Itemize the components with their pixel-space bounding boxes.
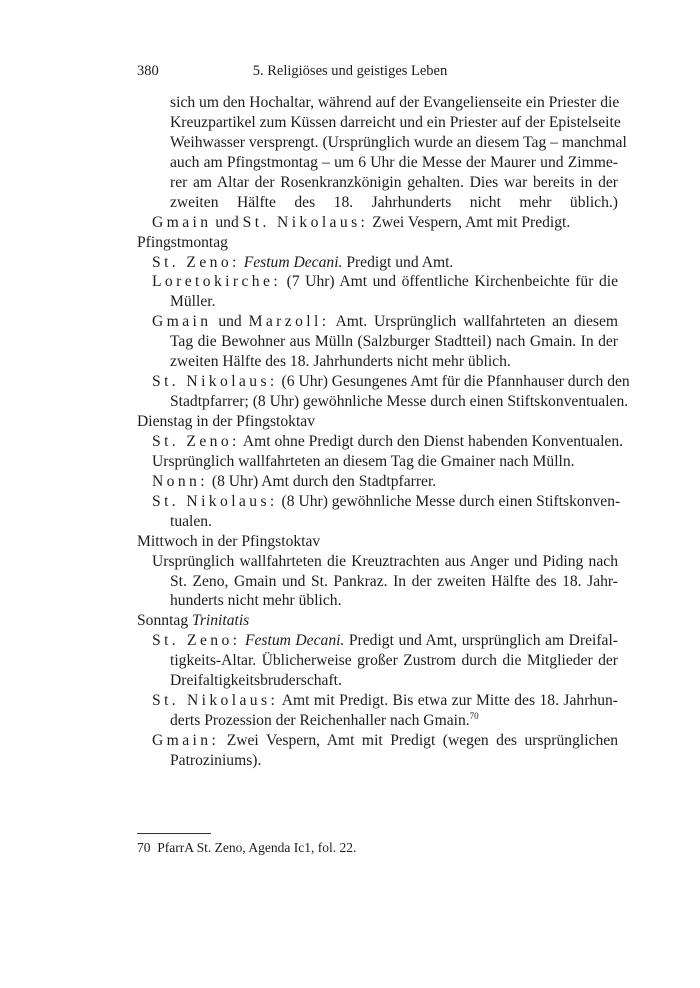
text-run: Weihwasser versprengt. (Ursprünglich wurde an diesem Tag – manchmal [170, 133, 627, 151]
footnote-text: PfarrA St. Zeno, Agenda Ic1, fol. 22. [157, 840, 357, 855]
text-run: auch am Pfingstmontag – um 6 Uhr die Messe der Maurer und Zimme- [170, 153, 618, 171]
text-run: Amt. Ursprünglich wallfahrteten an diesem [329, 313, 618, 331]
text-line [137, 611, 618, 631]
text-run: sich um den Hochaltar, während auf der Evangelienseite ein Priester die [170, 94, 620, 111]
text-run: Tag die Bewohner aus Mülln (Salzburger Stadtteil) nach Gmain. In der [170, 333, 618, 351]
italic-text: Festum Decani. [243, 253, 343, 271]
place-name: Loretokirche: [152, 273, 282, 291]
text-run: hunderts nicht mehr üblich. [170, 592, 342, 610]
text-run: und [211, 213, 243, 231]
text-line [137, 591, 618, 611]
text-run: Dreifaltigkeitsbruderschaft. [170, 672, 342, 690]
text-run: Müller. [170, 293, 216, 311]
place-name: St. Nikolaus: [152, 692, 279, 710]
text-run: derts Prozession der Reichenhaller nach Gmain. [170, 712, 470, 730]
text-line [137, 512, 618, 532]
page-number: 380 [137, 63, 159, 79]
text-run: rer am Altar der Rosenkranzkönigin gehalten. Dies war bereits in der [170, 173, 618, 191]
footnote-ref: 70 [469, 711, 479, 722]
text-line [137, 472, 618, 492]
text-line [137, 193, 618, 213]
text-run: Amt ohne Predigt durch den Dienst habenden Konventualen. [239, 432, 624, 450]
place-name: Nonn: [152, 472, 208, 490]
text-run: Ursprünglich wallfahrteten an diesem Tag die Gmainer nach Mülln. [152, 452, 575, 470]
footnote-number: 70 [137, 840, 151, 855]
text-run: zweiten Hälfte des 18. Jahrhunderts nicht mehr üblich. [170, 353, 511, 371]
place-name: St. Zeno: [152, 632, 241, 650]
text-run: zweiten Hälfte des 18. Jahrhunderts nicht mehr üblich.) [170, 193, 618, 211]
text-line [137, 173, 618, 193]
place-name: St. Nikolaus: [152, 492, 278, 510]
place-name: Gmain: [152, 732, 220, 749]
text-line [137, 392, 629, 412]
text-line [137, 153, 618, 173]
text-run: Zwei Vespern, Amt mit Predigt. [368, 213, 571, 231]
text-line [137, 751, 618, 771]
place-name: St. Zeno: [152, 432, 240, 450]
text-line [137, 412, 618, 432]
text-line [137, 691, 618, 711]
text-line [137, 572, 618, 592]
italic-text: Trinitatis [192, 612, 250, 630]
text-line [137, 711, 618, 731]
text-line [137, 671, 618, 691]
text-run: Stadtpfarrer; (8 Uhr) gewöhnliche Messe durch einen Stiftskonventualen. [170, 393, 629, 411]
text-line [137, 272, 618, 292]
place-name: Gmain [152, 313, 212, 331]
text-line [137, 332, 618, 352]
text-line [137, 312, 618, 332]
text-line [137, 432, 624, 452]
text-line [137, 452, 618, 472]
text-line [137, 113, 621, 133]
text-line [137, 731, 618, 751]
place-name: Marzoll: [248, 313, 330, 331]
text-run: Kreuzpartikel zum Küssen darreicht und ein Priester auf der Epistelseite [170, 113, 621, 131]
text-run: Dienstag in der Pfingstoktav [137, 413, 316, 430]
text-run: (8 Uhr) gewöhnliche Messe durch einen Stiftskonven- [277, 492, 621, 510]
text-run: (8 Uhr) Amt durch den Stadtpfarrer. [207, 472, 437, 490]
text-line [137, 552, 618, 572]
footnote-rule [137, 833, 211, 834]
main-text [137, 93, 630, 771]
italic-text: Festum Decani. [244, 632, 345, 650]
text-line [137, 233, 618, 253]
text-run: Sonntag [137, 612, 193, 630]
text-line [137, 631, 618, 651]
footnote [137, 839, 356, 856]
text-run: Amt mit Predigt. Bis etwa zur Mitte des 18. Jahrhun- [278, 692, 618, 710]
text-run: (7 Uhr) Amt und öffentliche Kirchenbeichte für die [281, 273, 618, 291]
text-run: Zwei Vespern, Amt mit Predigt (wegen des ursprünglichen [219, 732, 618, 749]
place-name: St. Zeno: [152, 253, 240, 271]
text-line [137, 93, 618, 113]
place-name: St. Nikolaus: [242, 213, 369, 231]
text-line [137, 492, 621, 512]
text-line [137, 352, 618, 372]
text-line [137, 292, 618, 312]
text-run: tigkeits-Altar. Üblicherweise großer Zustrom durch die Mitglieder der [170, 652, 618, 670]
text-run: tualen. [170, 512, 212, 530]
text-line [137, 372, 630, 392]
text-run: Ursprünglich wallfahrteten die Kreuztrachten aus Anger und Piding nach [152, 552, 618, 570]
text-line [137, 133, 627, 153]
text-line [137, 651, 618, 671]
text-run: Predigt und Amt, ursprünglich am Dreifal- [344, 632, 618, 650]
text-run: und [211, 313, 249, 331]
running-head: 5. Religiöses und geistiges Leben [252, 63, 448, 79]
text-run: (6 Uhr) Gesungenes Amt für die Pfannhauser durch den [277, 373, 630, 391]
text-run: Pfingstmontag [137, 233, 228, 251]
text-run: Patroziniums). [170, 751, 262, 769]
text-line [137, 213, 618, 233]
place-name: St. Nikolaus: [152, 373, 278, 391]
page-header [0, 63, 700, 83]
text-run: St. Zeno, Gmain und St. Pankraz. In der zweiten Hälfte des 18. Jahr- [170, 572, 618, 590]
text-line [137, 253, 618, 273]
place-name: Gmain [152, 213, 212, 231]
text-line [137, 532, 618, 552]
text-run: Predigt und Amt. [342, 253, 454, 271]
text-run: Mittwoch in der Pfingstoktav [137, 532, 321, 550]
